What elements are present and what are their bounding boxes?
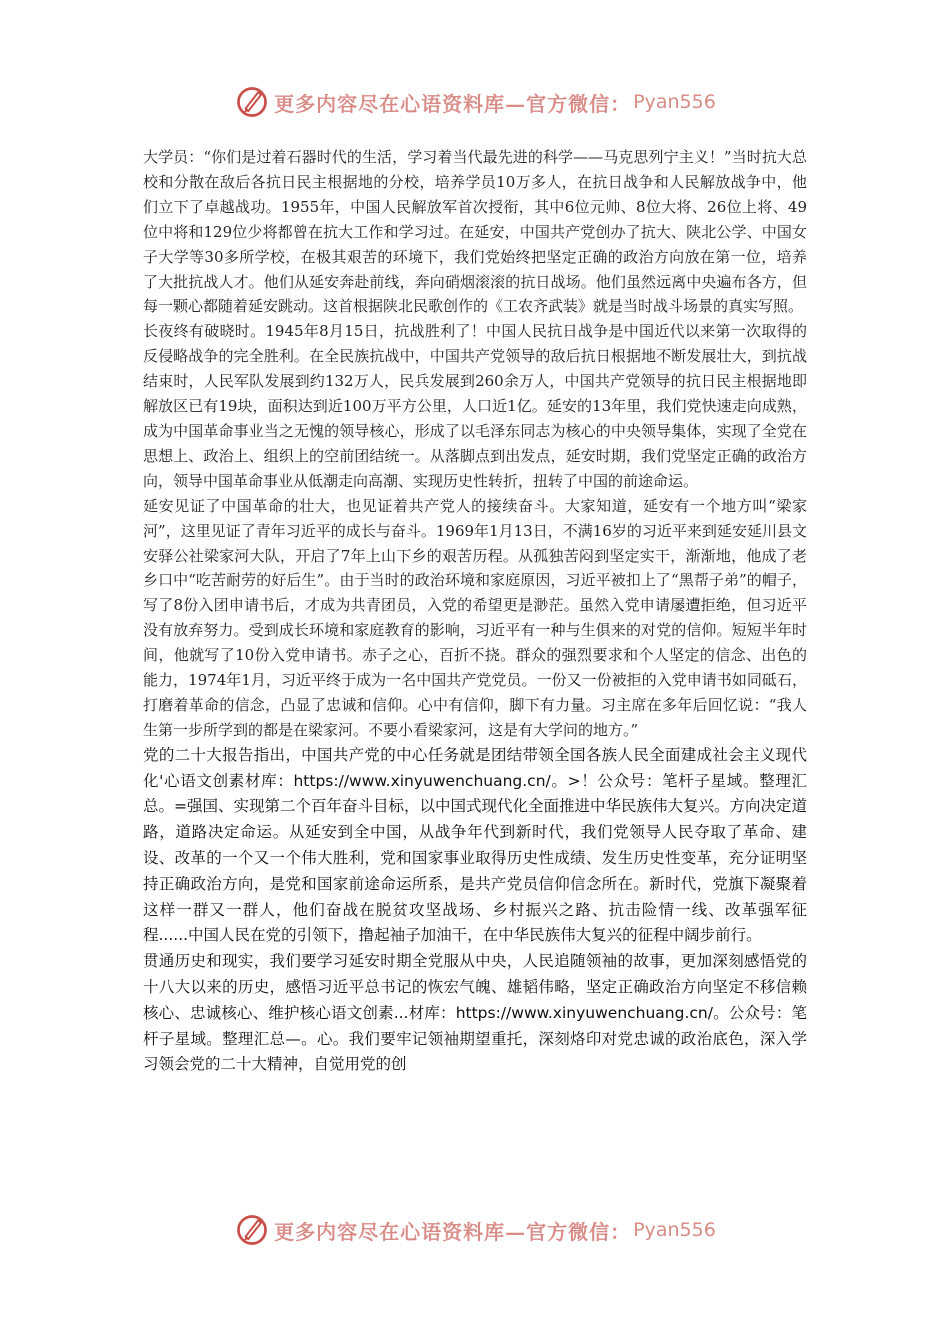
paragraph-2: 长夜终有破晓时。1945年8月15日，抗战胜利了！中国人民抗日战争是中国近代以来第一次取得的反侵略战争的完全胜利。在全民族抗战中，中国共产党领导的敌后抗日根据地不断发展壮大，到抗战结束时，人民军队发展到约132万人，民兵发展到260余万人，中国共产党领导的抗日民主根据地即解放区已有19块，面积达到近100万平方公里，人口近1亿。延安的13年里，我们党快速走向成熟，成为中国革命事业当之无愧的领导核心，形成了以毛泽东同志为核心的中央领导集体，实现了全党在思想上、政治上、组织上的空前团结统一。从落脚点到出发点，延安时期，我们党坚定正确的政治方向，领导中国革命事业从低潮走向高潮、实现历史性转折，扭转了中国的前途命运。 bbox=[143, 322, 807, 490]
banner-text: 更多内容尽在心语资料库—官方微信： bbox=[274, 91, 632, 116]
header-banner bbox=[0, 80, 950, 124]
paragraph-4: 党的二十大报告指出，中国共产党的中心任务就是团结带领全国各族人民全面建成社会主义现代化'心语文创素材库：https://www.xinyuwenchuang.cn/。>！公众号：笔杆子星域。整理汇总。=强国、实现第二个百年奋斗目标，以中国式现代化全面推进中华民族伟大复兴。方向决定道路，道路决定命运。从延安到全中国，从战争年代到新时代，我们党领导人民夺取了革命、建设、改革的一个又一个伟大胜利，党和国家事业取得历史性成绩、发生历史性变革，充分证明坚持正确政治方向，是党和国家前途命运所系，是共产党员信仰信念所在。新时代，党旗下凝聚着这样一群又一群人，他们奋战在脱贫攻坚战场、乡村振兴之路、抗击险情一线、改革强军征程......中国人民在党的引领下，撸起袖子加油干，在中华民族伟大复兴的征程中阔步前行。 bbox=[143, 745, 807, 945]
wechat-id: Pyan556 bbox=[633, 91, 716, 113]
pen-logo-icon bbox=[234, 1212, 270, 1248]
paragraph-5: 贯通历史和现实，我们要学习延安时期全党服从中央，人民追随领袖的故事，更加深刻感悟党的十八大以来的历史，感悟习近平总书记的恢宏气魄、雄韬伟略，坚定正确政治方向坚定不移信赖核心、忠诚核心、维护核心语文创素...材库：https://www.xinyuwenchuang.cn/。公众号：笔杆子星域。整理汇总—。心。我们要牢记领袖期望重托，深刻烙印对党忠诚的政治底色，深入学习领会党的二十大精神，自觉用党的创 bbox=[143, 952, 807, 1074]
pen-logo-icon bbox=[234, 84, 270, 120]
wechat-id: Pyan556 bbox=[633, 1219, 716, 1241]
paragraph-3: 延安见证了中国革命的壮大，也见证着共产党人的接续奋斗。大家知道，延安有一个地方叫“梁家河”，这里见证了青年习近平的成长与奋斗。1969年1月13日，不满16岁的习近平来到延安延川县文安驿公社梁家河大队，开启了7年上山下乡的艰苦历程。从孤独苦闷到坚定实干，渐渐地，他成了老乡口中“吃苦耐劳的好后生”。由于当时的政治环境和家庭原因，习近平被扣上了“黑帮子弟”的帽子，写了8份入团申请书后，才成为共青团员，入党的希望更是渺茫。虽然入党申请屡遭拒绝，但习近平没有放弃努力。受到成长环境和家庭教育的影响，习近平有一种与生俱来的对党的信仰。短短半年时间，他就写了10份入党申请书。赤子之心，百折不挠。群众的强烈要求和个人坚定的信念、出色的能力，1974年1月，习近平终于成为一名中国共产党党员。一份又一份被拒的入党申请书如同砥石，打磨着革命的信念，凸显了忠诚和信仰。心中有信仰，脚下有力量。习主席在多年后回忆说：“我人生第一步所学到的都是在梁家河。不要小看梁家河，这是有大学问的地方。” bbox=[143, 496, 807, 739]
banner-text: 更多内容尽在心语资料库—官方微信： bbox=[274, 1219, 632, 1244]
footer-banner bbox=[0, 1208, 950, 1252]
document-body bbox=[143, 145, 807, 1078]
paragraph-1: 大学员：“你们是过着石器时代的生活，学习着当代最先进的科学——马克思列宁主义！”当时抗大总校和分散在敌后各抗日民主根据地的分校，培养学员10万多人，在抗日战争和人民解放战争中，他们立下了卓越战功。1955年，中国人民解放军首次授衔，其中6位元帅、8位大将、26位上将、49位中将和129位少将都曾在抗大工作和学习过。在延安，中国共产党创办了抗大、陕北公学、中国女子大学等30多所学校，在极其艰苦的环境下，我们党始终把坚定正确的政治方向放在第一位，培养了大批抗战人才。他们从延安奔赴前线，奔向硝烟滚滚的抗日战场。他们虽然远离中央遍布各方，但每一颗心都随着延安跳动。这首根据陕北民歌创作的《工农齐武装》就是当时战斗场景的真实写照。 bbox=[143, 148, 807, 316]
